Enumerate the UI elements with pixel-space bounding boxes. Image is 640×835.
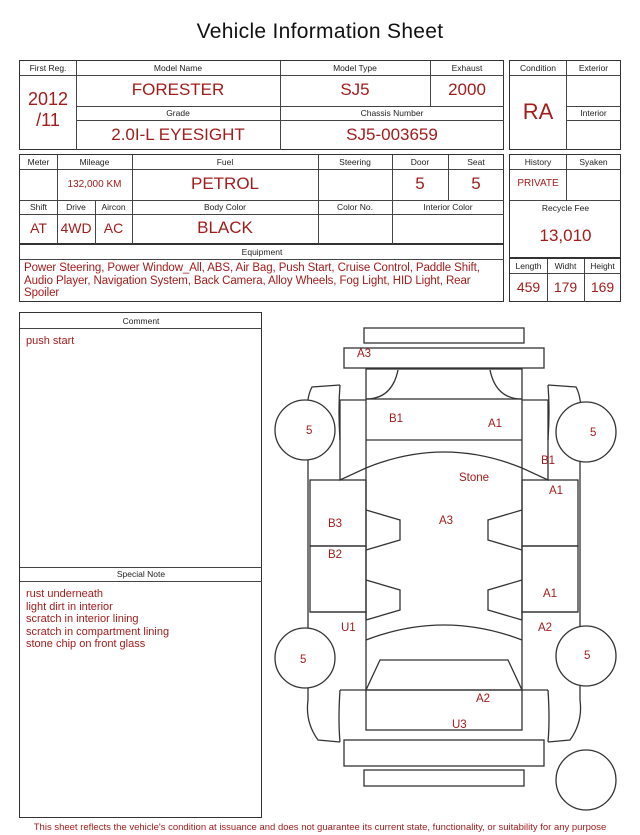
body-color-value: BLACK <box>197 218 253 237</box>
exterior-label: Exterior <box>578 63 609 73</box>
damage-mark: B2 <box>328 549 343 561</box>
equipment-label: Equipment <box>241 247 283 257</box>
special-note-item: scratch in compartment lining <box>26 625 170 638</box>
model-type-value: SJ5 <box>340 80 370 99</box>
first-reg-label: First Reg. <box>29 63 67 73</box>
front-bumper-part <box>344 740 544 766</box>
damage-mark: B3 <box>328 518 343 530</box>
mileage-value: 132,000 KM <box>67 179 122 190</box>
syaken-label: Syaken <box>579 157 608 167</box>
seat-value: 5 <box>471 174 481 193</box>
model-type-label: Model Type <box>333 63 377 73</box>
dimensions-table <box>509 258 621 302</box>
damage-mark: B1 <box>541 455 556 467</box>
model-name-label: Model Name <box>153 63 203 73</box>
special-note-item: scratch in interior lining <box>26 613 139 625</box>
history-label: History <box>524 157 552 167</box>
history-value: PRIVATE <box>517 178 559 189</box>
interior-label: Interior <box>580 108 607 118</box>
fuel-label: Fuel <box>216 157 234 167</box>
chassis-number-value: SJ5-003659 <box>346 125 438 144</box>
door-value: 5 <box>415 174 425 193</box>
rear-bumper-lower-part <box>344 348 544 368</box>
width-value: 179 <box>553 279 578 295</box>
seat-label: Seat <box>467 157 485 167</box>
door-label: Door <box>410 157 430 167</box>
aircon-value: AC <box>103 220 124 236</box>
damage-mark: A1 <box>549 485 564 497</box>
body-color-label: Body Color <box>203 202 247 212</box>
footer-disclaimer: This sheet reflects the vehicle's condition at issuance and does not guarantee its current state, functionality, or suitability for any purpose <box>33 822 607 833</box>
special-note-item: rust underneath <box>26 588 104 600</box>
height-value: 169 <box>590 279 615 295</box>
exhaust-label: Exhaust <box>451 63 483 73</box>
condition-table <box>509 60 621 150</box>
front-glass-part <box>366 625 522 640</box>
recycle-fee-label: Recycle Fee <box>541 203 590 213</box>
grade-value: 2.0I-L EYESIGHT <box>111 125 245 144</box>
damage-mark: 5 <box>590 427 597 439</box>
damage-mark: Stone <box>459 472 490 484</box>
rear-glass-part <box>366 452 522 468</box>
damage-mark: 5 <box>584 650 591 662</box>
meter-label: Meter <box>27 157 50 167</box>
shift-label: Shift <box>29 202 47 212</box>
chassis-number-label: Chassis Number <box>360 108 424 118</box>
comment-text: push start <box>26 335 75 347</box>
drive-label: Drive <box>66 202 86 212</box>
shift-value: AT <box>30 220 47 236</box>
damage-mark: 5 <box>306 425 313 437</box>
damage-mark: A3 <box>357 348 372 360</box>
comment-box <box>19 312 262 818</box>
car-damage-diagram <box>262 312 640 818</box>
special-note-item: light dirt in interior <box>26 600 113 613</box>
special-note-item: stone chip on front glass <box>26 638 146 650</box>
rear-bumper-part <box>364 328 524 343</box>
length-label: Length <box>515 261 542 271</box>
exhaust-value: 2000 <box>448 80 486 99</box>
color-no-label: Color No. <box>337 202 373 212</box>
condition-label: Condition <box>520 63 556 73</box>
damage-mark: A2 <box>538 622 553 634</box>
model-name-value: FORESTER <box>131 80 225 99</box>
damage-mark: A1 <box>488 418 503 430</box>
rear-right-tire <box>556 402 616 462</box>
equipment-box <box>19 244 504 302</box>
damage-mark: A3 <box>439 515 454 527</box>
first-reg-year: 2012 <box>27 89 69 109</box>
comment-label: Comment <box>122 316 160 326</box>
fuel-value: PETROL <box>190 174 260 193</box>
damage-mark: A1 <box>543 588 558 600</box>
condition-grade: RA <box>522 99 554 124</box>
rear-left-tire <box>275 400 335 460</box>
height-label: Height <box>590 261 615 271</box>
special-note-label: Special Note <box>116 569 166 579</box>
damage-mark: A2 <box>476 693 491 705</box>
steering-label: Steering <box>339 157 371 167</box>
specs-table <box>19 154 504 244</box>
drive-value: 4WD <box>60 220 92 236</box>
cabin-outline-part <box>340 400 366 480</box>
grade-label: Grade <box>166 108 190 118</box>
damage-mark: U1 <box>341 622 356 634</box>
damage-mark: U3 <box>452 719 467 731</box>
damage-mark: 5 <box>300 654 307 666</box>
page-title: Vehicle Information Sheet <box>196 20 444 43</box>
aircon-label: Aircon <box>101 202 126 212</box>
length-value: 459 <box>516 279 541 295</box>
identity-table <box>19 60 504 150</box>
interior-color-label: Interior Color <box>423 202 473 212</box>
equipment-list: Power Steering, Power Window_All, ABS, Air Bag, Push Start, Cruise Control, Paddle Shift, Audio Player, Navigation System, Back Camera, Alloy Wheels, Fog Light, HID Light, Rear Spoiler <box>24 262 480 299</box>
special-note-list <box>26 588 169 651</box>
spare-tire <box>556 750 616 810</box>
recycle-fee-value: 13,010 <box>539 226 592 245</box>
width-label: Widht <box>554 261 577 271</box>
mileage-label: Mileage <box>79 157 110 167</box>
damage-mark: B1 <box>389 413 404 425</box>
hood-part <box>366 660 522 690</box>
history-table <box>509 154 621 258</box>
first-reg-month: /11 <box>36 110 60 130</box>
